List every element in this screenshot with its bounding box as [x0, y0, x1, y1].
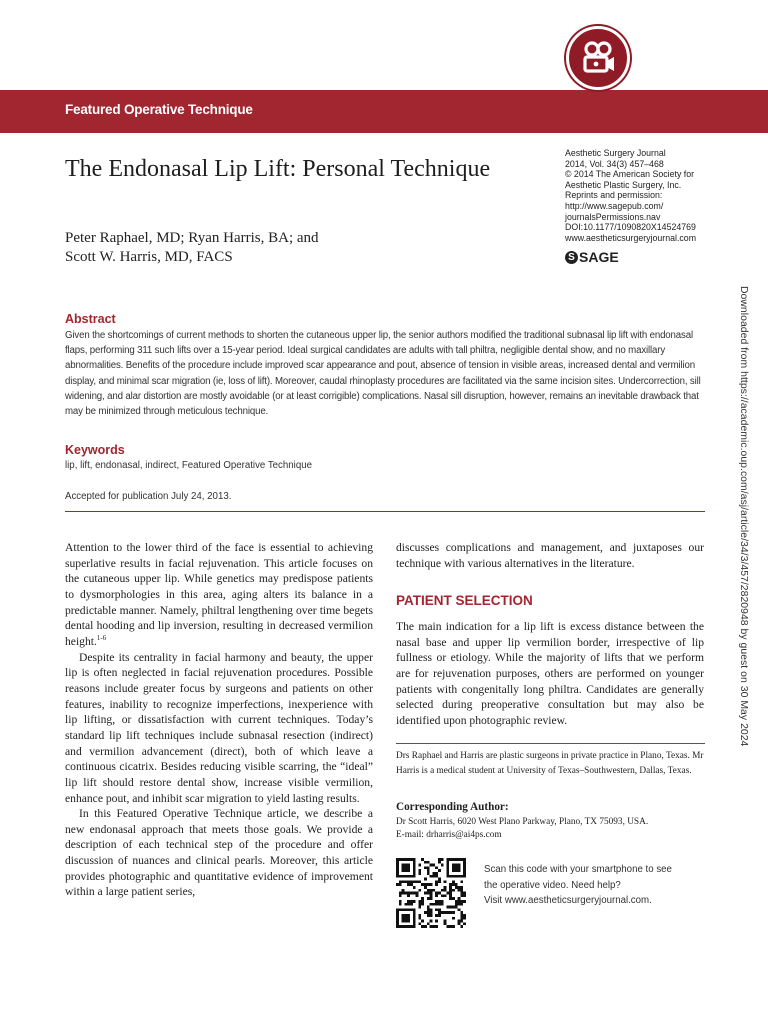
download-note	[733, 286, 751, 756]
body-paragraph: discusses complications and management, and juxtaposes our technique with various alternatives in the literature.	[396, 541, 704, 570]
meta-line: DOI:10.1177/1090820X14524769	[565, 222, 696, 233]
keywords-heading: Keywords	[65, 443, 125, 457]
corresponding-author-details	[396, 816, 704, 842]
meta-line: http://www.sagepub.com/	[565, 200, 664, 211]
abstract-text: Given the shortcomings of current methods to shorten the cutaneous upper lip, the senior authors modified the traditional subnasal lip lift with endonasal flaps, performing 311 such lifts over a 15-year period. Ideal surgical candidates are adults with tall philtra, negligible dental show, and no maxillary abnormalities. Benefits of the procedure include improved scar appearance and pout, absence of tension in visible areas, increased dental and vermilion display, and minimal scar migration (ie, loss of lift). Moreover, caudal rhinoplasty procedures are facilitated via the same incision sites. Undercorrection, sill widening, and alar distortion are mostly avoidable (or at least corrigible) complications. Nasal sill disruption, however, remains an inevitable drawback that may be minimized through meticulous technique.	[65, 330, 701, 418]
video-camera-icon	[578, 38, 618, 78]
reference-marker: 1-6	[96, 634, 107, 643]
meta-line: © 2014 The American Society for	[565, 169, 695, 180]
section-banner	[0, 90, 768, 133]
article-title: The Endonasal Lip Lift: Personal Technique	[65, 156, 491, 182]
body-paragraph: The main indication for a lip lift is excess distance between the nasal base and upper lip vermilion border, irrespective of lip fullness or etiology. While the majority of lifts that we perform are for rejuvenation purposes, others are performed on younger patients with congenitally long philtra. Candidates are generally selected during preoperative consultation but may also be identified upon photographic review.	[396, 620, 704, 727]
journal-metadata	[565, 148, 735, 243]
body-paragraph: In this Featured Operative Technique article, we describe a new endonasal approach that meets those goals. We provide a description of each technical step of the procedure and offer discussion of nuances and clinical pearls. Moreover, this article provides photographic and quantitative evidence of improvement within a large patient series,	[65, 807, 373, 899]
body-column-right	[396, 619, 704, 729]
author-list	[65, 229, 319, 267]
meta-line: Reprints and permission:	[565, 190, 663, 201]
paragraph-text: Attention to the lower third of the face is essential to achieving superlative results in facial rejuvenation. This article focuses on the cutaneous upper lip. While genetics may predispose patients to dysmorphologies in this area, aging alters its balance in a predictable manner. Namely, philtral lengthening over time begets dental hooding and lip inversion, resulting in decreased vermilion height.	[65, 541, 373, 648]
footnote-divider	[396, 743, 705, 744]
author-affiliation: Drs Raphael and Harris are plastic surgeons in private practice in Plano, Texas. Mr Harris is a medical student at University of Texas–Southwestern, Dallas, Texas.	[396, 751, 704, 776]
author-line: Peter Raphael, MD; Ryan Harris, BA; and	[65, 230, 319, 246]
meta-line: Aesthetic Plastic Surgery, Inc.	[565, 179, 682, 190]
banner-label: Featured Operative Technique	[65, 102, 253, 117]
meta-line: www.aestheticsurgeryjournal.com	[565, 232, 697, 243]
section-heading: PATIENT SELECTION	[396, 593, 533, 608]
author-line: Scott W. Harris, MD, FACS	[65, 249, 233, 265]
qr-text-line: Visit www.aestheticsurgeryjournal.com.	[484, 895, 652, 906]
qr-text-line: Scan this code with your smartphone to see	[484, 864, 672, 875]
corresponding-email: E-mail: drharris@ai4ps.com	[396, 830, 502, 841]
divider	[65, 511, 705, 512]
publisher-name: SAGE	[579, 249, 619, 265]
qr-instructions	[484, 862, 704, 909]
meta-line: journalsPermissions.nav	[565, 211, 661, 222]
download-note-text: Downloaded from https://academic.oup.com/asj/article/34/3/457/2820948 by guest on 30 May 2024	[738, 286, 749, 747]
publisher-logo	[565, 249, 619, 265]
meta-line: 2014, Vol. 34(3) 457–468	[565, 158, 664, 169]
body-column-left	[65, 540, 373, 900]
journal-logo	[566, 26, 630, 90]
qr-code-icon[interactable]	[396, 858, 466, 928]
qr-text-line: the operative video. Need help?	[484, 879, 621, 891]
corresponding-author-heading: Corresponding Author:	[396, 801, 509, 813]
meta-line: Aesthetic Surgery Journal	[565, 148, 666, 158]
body-paragraph: Despite its centrality in facial harmony and beauty, the upper lip is often neglected in facial rejuvenation procedures. Possible reasons include greater focus by surgeons and patients on other features, inability to recognize imperfections, inexperience with lip lifting, or dissatisfaction with current techniques. Today’s standard lip lift techniques include subnasal resection (indirect) and vermilion advancement (direct), both of which leave a continuous cicatrix. Besides reducing visible scarring, the “ideal” lip lift should restore dental show, increase visible vermilion, enhance pout, and inhibit scar migration to yield lasting results.	[65, 650, 373, 805]
accepted-date: Accepted for publication July 24, 2013.	[65, 491, 232, 502]
body-paragraph	[65, 540, 373, 650]
abstract-heading: Abstract	[65, 312, 116, 326]
body-column-right-intro	[396, 540, 704, 571]
keywords-text: lip, lift, endonasal, indirect, Featured Operative Technique	[65, 460, 312, 471]
corresponding-address: Dr Scott Harris, 6020 West Plano Parkway, Plano, TX 75093, USA.	[396, 817, 649, 827]
publisher-mark: S	[565, 251, 578, 264]
